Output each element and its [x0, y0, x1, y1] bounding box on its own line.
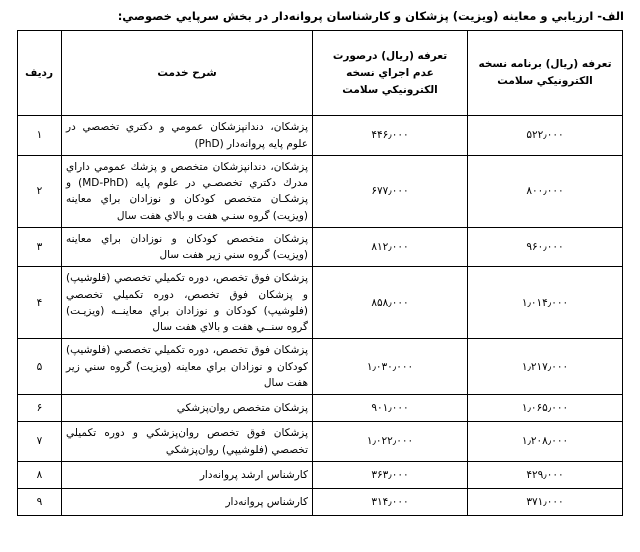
cell-row-number: ۲: [18, 155, 62, 227]
table-row: [18, 395, 623, 422]
cell-tariff-ehr: ۸۰۰٫۰۰۰: [468, 155, 623, 227]
cell-service-description: پزشكان، دندانپزشكان عمومي و دكتري تخصصي در علوم پايه پروانه‌دار (PhD): [62, 116, 313, 156]
cell-tariff-ehr: ۱٫۰۱۴٫۰۰۰: [468, 267, 623, 339]
cell-tariff-no-ehr: ۱٫۰۲۲٫۰۰۰: [313, 422, 468, 462]
column-header-service-description-label: شرح خدمت: [157, 66, 217, 79]
cell-service-description: پزشكان فوق تخصص، دوره تكميلي تخصصي (فلوشيپ) كودكان و نوزادان براي معاينه (ويزيت) گروه سني زير هفت سال: [62, 339, 313, 395]
cell-tariff-ehr: ۵۲۲٫۰۰۰: [468, 116, 623, 156]
cell-row-number: ۴: [18, 267, 62, 339]
column-header-tariff-ehr: [468, 31, 623, 116]
cell-service-description: پزشكان متخصص كودكان و نوزادان براي معاينه (ويزيت) گروه سني زير هفت سال: [62, 227, 313, 267]
table-header-row: [18, 31, 623, 116]
cell-row-number: ۶: [18, 395, 62, 422]
cell-service-description: پزشكان فوق تخصص روان‌پزشكي و دوره تكميلي تخصصي (فلوشيپي) روان‌پزشكي: [62, 422, 313, 462]
cell-tariff-ehr: ۱٫۰۶۵٫۰۰۰: [468, 395, 623, 422]
table-row: [18, 422, 623, 462]
cell-tariff-no-ehr: ۸۵۸٫۰۰۰: [313, 267, 468, 339]
cell-tariff-no-ehr: ۹۰۱٫۰۰۰: [313, 395, 468, 422]
column-header-row-number: [18, 31, 62, 116]
table-row: [18, 339, 623, 395]
cell-tariff-no-ehr: ۴۴۶٫۰۰۰: [313, 116, 468, 156]
cell-service-description: پزشكان، دندانپزشكان متخصص و پزشك عمومي داراي مدرك دكتري تخصصـي در علوم پايه (MD-PhD) و پزشكـان متخصص كودكان و نوزادان براي معاينه (ويزيت) گروه سنـي هفت و بالاي هفت سال: [62, 155, 313, 227]
cell-tariff-ehr: ۱٫۲۰۸٫۰۰۰: [468, 422, 623, 462]
table-row: [18, 488, 623, 515]
cell-service-description: پزشكان متخصص روان‌پزشكي: [62, 395, 313, 422]
table-row: [18, 461, 623, 488]
cell-row-number: ۵: [18, 339, 62, 395]
tariff-table: [17, 30, 623, 516]
cell-service-description: كارشناس ارشد پروانه‌دار: [62, 461, 313, 488]
cell-row-number: ۷: [18, 422, 62, 462]
table-header: [18, 31, 623, 116]
table-body: [18, 116, 623, 516]
column-header-tariff-ehr-label: تعرفه (ريال) برنامه نسخه الكترونيكي سلامت: [478, 58, 612, 88]
cell-tariff-no-ehr: ۳۶۳٫۰۰۰: [313, 461, 468, 488]
cell-tariff-no-ehr: ۸۱۲٫۰۰۰: [313, 227, 468, 267]
cell-row-number: ۹: [18, 488, 62, 515]
cell-tariff-ehr: ۹۶۰٫۰۰۰: [468, 227, 623, 267]
cell-service-description: پزشكان فوق تخصص، دوره تكميلي تخصصي (فلوشيپ) و پزشكان فوق تخصص، دوره تكميلي تخصصي (فلوشيپ) كودكان و نوزادان براي معاينــه (ويزيـت) گروه سنــي هفت و بالاي هفت سال: [62, 267, 313, 339]
cell-tariff-ehr: ۱٫۲۱۷٫۰۰۰: [468, 339, 623, 395]
page-title: الف- ارزيابي و معاينه (ويزيت) پزشكان و كارشناسان پروانه‌دار در بخش سرپايي خصوصي:: [117, 9, 624, 23]
table-row: [18, 267, 623, 339]
column-header-row-number-label: رديف: [25, 66, 53, 79]
cell-row-number: ۳: [18, 227, 62, 267]
column-header-service-description: [62, 31, 313, 116]
cell-tariff-ehr: ۴۲۹٫۰۰۰: [468, 461, 623, 488]
cell-service-description: كارشناس پروانه‌دار: [62, 488, 313, 515]
table-row: [18, 116, 623, 156]
table-row: [18, 155, 623, 227]
table-row: [18, 227, 623, 267]
cell-tariff-no-ehr: ۳۱۴٫۰۰۰: [313, 488, 468, 515]
column-header-tariff-no-ehr: [313, 31, 468, 116]
cell-row-number: ۱: [18, 116, 62, 156]
column-header-tariff-no-ehr-label: تعرفه (ريال) درصورت عدم اجراي نسخه الكترونيكي سلامت: [332, 50, 448, 96]
cell-tariff-no-ehr: ۱٫۰۳۰٫۰۰۰: [313, 339, 468, 395]
cell-tariff-ehr: ۳۷۱٫۰۰۰: [468, 488, 623, 515]
cell-tariff-no-ehr: ۶۷۷٫۰۰۰: [313, 155, 468, 227]
cell-row-number: ۸: [18, 461, 62, 488]
